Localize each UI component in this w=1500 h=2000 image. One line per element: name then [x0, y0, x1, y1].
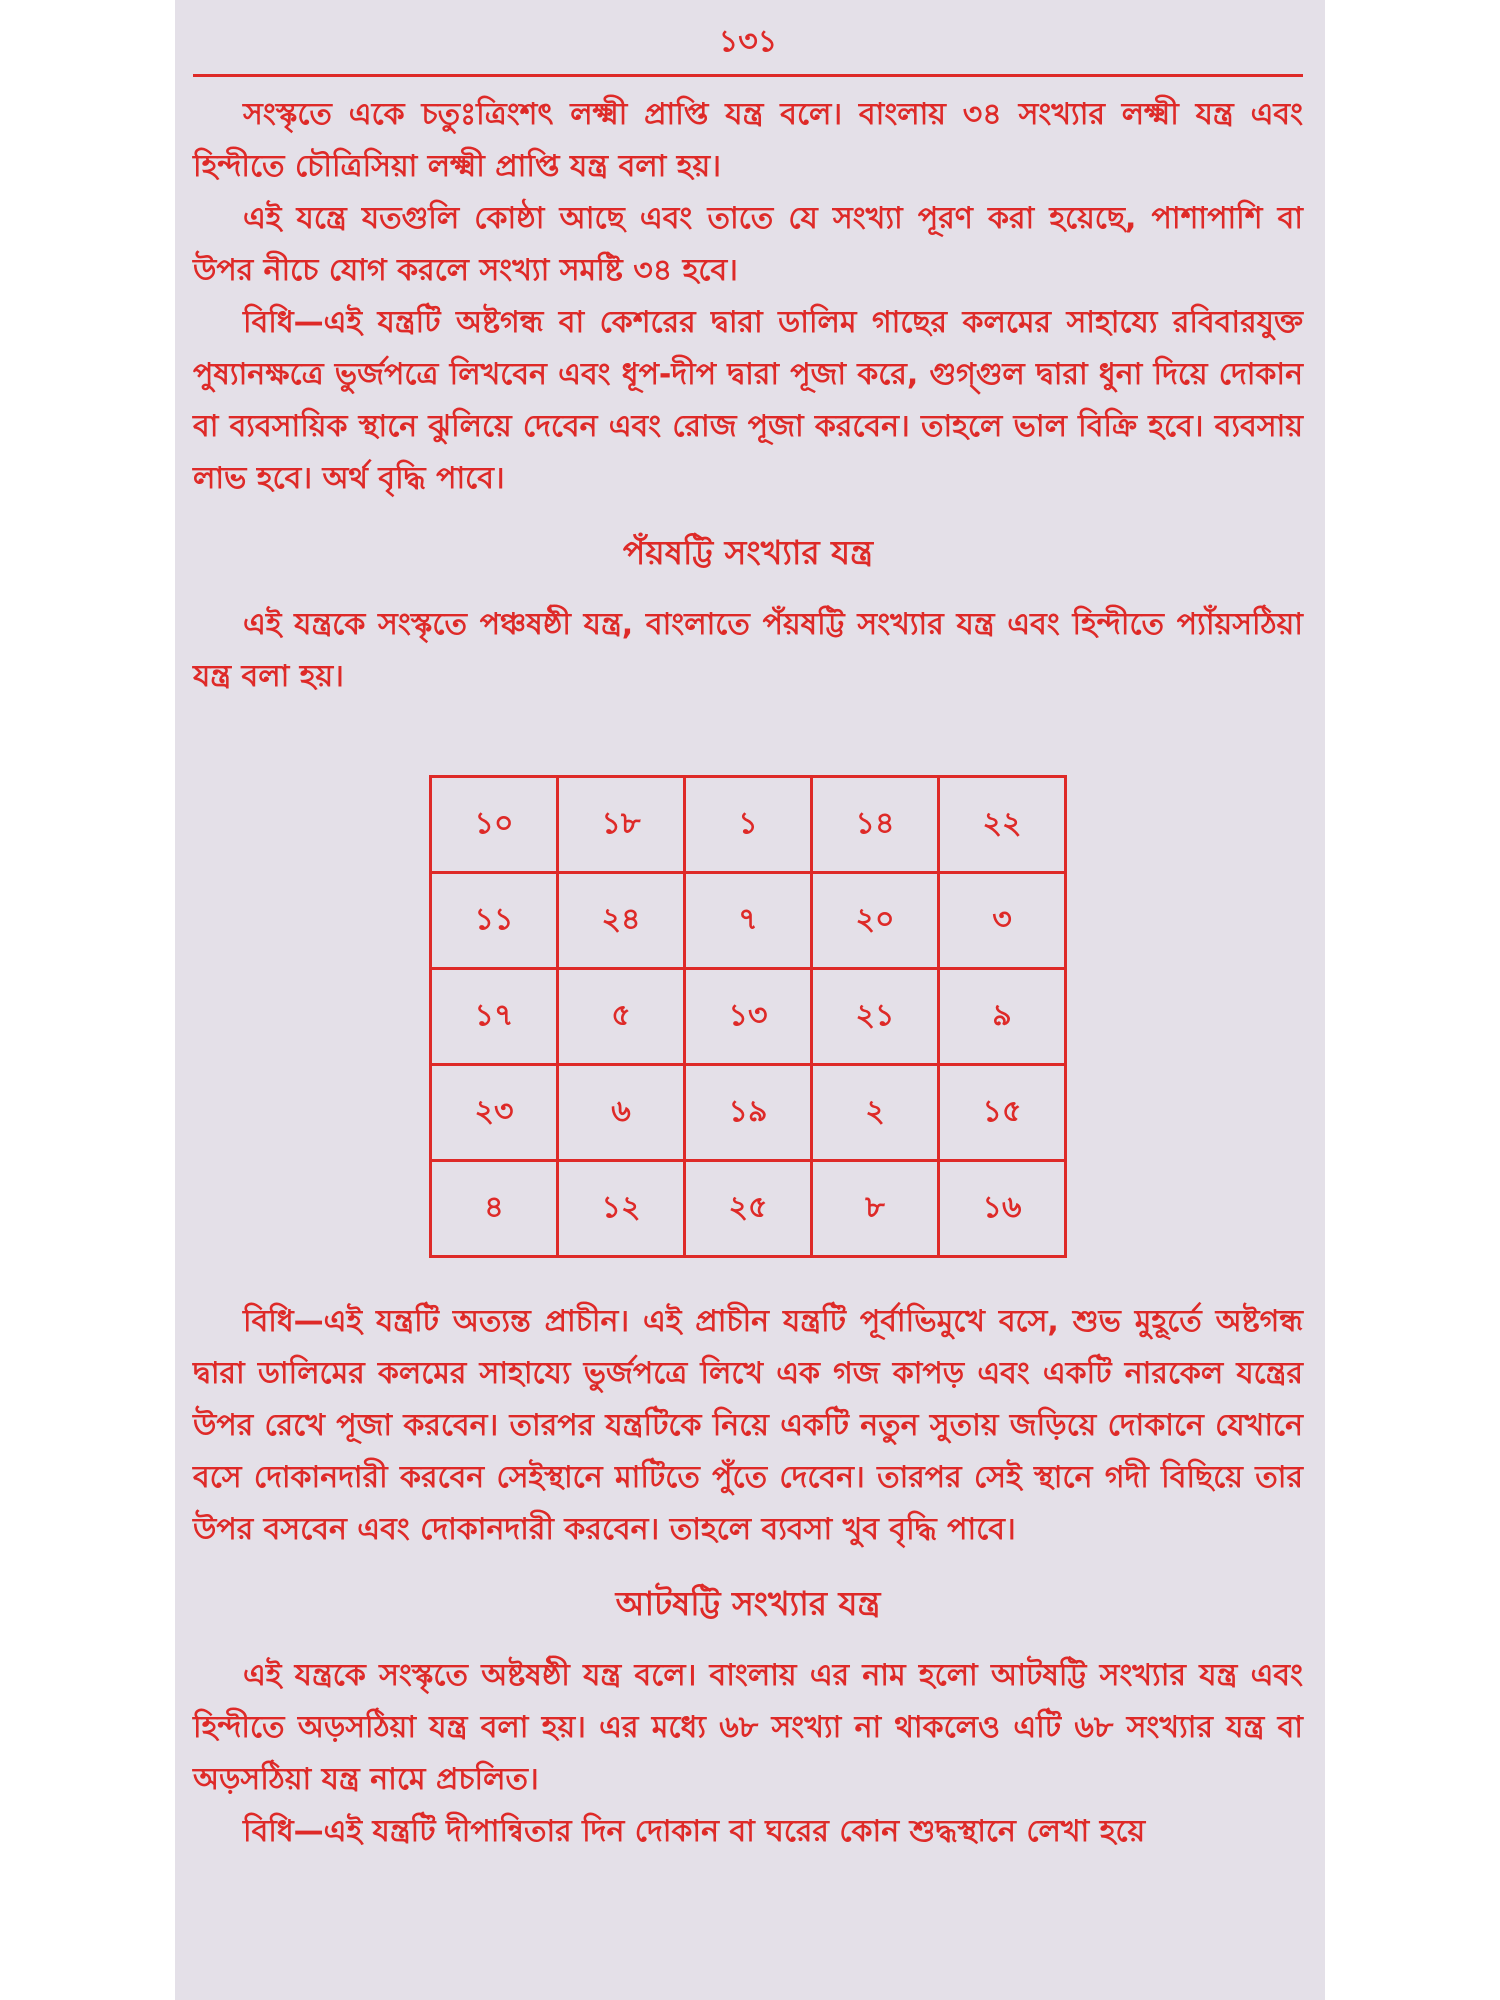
paragraph-65-yantra-vidhi: বিধি—এই যন্ত্রটি অত্যন্ত প্রাচীন। এই প্রাচীন যন্ত্রটি পূর্বাভিমুখে বসে, শুভ মুহূর্তে অষ্টগন্ধ দ্বারা ডালিমের কলমের সাহায্যে ভুর্জপত্রে লিখে এক গজ কাপড় এবং একটি নারকেল যন্ত্রের উপর রেখে পূজা করবেন। তারপর যন্ত্রটিকে নিয়ে একটি নতুন সুতায় জড়িয়ে দোকানে যেখানে বসে দোকানদারী করবেন সেইস্থানে মাটিতে পুঁতে দেবেন। তারপর সেই স্থানে গদী বিছিয়ে তার উপর বসবেন এবং দোকানদারী করবেন। তাহলে ব্যবসা খুব বৃদ্ধি পাবে।	[193, 1304, 1303, 1547]
grid-cell: ৩	[939, 873, 1066, 969]
grid-cell: ২৪	[558, 873, 685, 969]
grid-cell: ১	[685, 777, 812, 873]
grid-row	[431, 1161, 1066, 1257]
paragraph-34-yantra-vidhi: বিধি—এই যন্ত্রটি অষ্টগন্ধ বা কেশরের দ্বারা ডালিম গাছের কলমের সাহায্যে রবিবারযুক্ত পুষ্যানক্ষত্রে ভুর্জপত্রে লিখবেন এবং ধূপ-দীপ দ্বারা পূজা করে, গুগ্‌গুল দ্বারা ধুনা দিয়ে দোকান বা ব্যবসায়িক স্থানে ঝুলিয়ে দেবেন এবং রোজ পূজা করবেন। তাহলে ভাল বিক্রি হবে। ব্যবসায় লাভ হবে। অর্থ বৃদ্ধি পাবে।	[193, 305, 1303, 496]
grid-cell: ২০	[812, 873, 939, 969]
grid-cell: ২১	[812, 969, 939, 1065]
grid-cell: ১২	[558, 1161, 685, 1257]
page-number: ১৩১	[718, 24, 778, 59]
grid-cell: ৬	[558, 1065, 685, 1161]
header-rule	[193, 74, 1303, 77]
grid-cell: ১০	[431, 777, 558, 873]
grid-cell: ১৩	[685, 969, 812, 1065]
grid-cell: ৫	[558, 969, 685, 1065]
grid-row	[431, 1065, 1066, 1161]
grid-cell: ২৫	[685, 1161, 812, 1257]
section-heading-65-yantra: পঁয়ষট্টি সংখ্যার যন্ত্র	[622, 533, 874, 572]
grid-cell: ২৩	[431, 1065, 558, 1161]
grid-row	[431, 777, 1066, 873]
paragraph-68-yantra-intro: এই যন্ত্রকে সংস্কৃতে অষ্টষষ্ঠী যন্ত্র বলে। বাংলায় এর নাম হলো আটষট্টি সংখ্যার যন্ত্র এবং হিন্দীতে অড়সঠিয়া যন্ত্র বলা হয়। এর মধ্যে ৬৮ সংখ্যা না থাকলেও এটি ৬৮ সংখ্যার যন্ত্র বা অড়সঠিয়া যন্ত্র নামে প্রচলিত।	[193, 1658, 1303, 1797]
paragraph-65-yantra-intro: এই যন্ত্রকে সংস্কৃতে পঞ্চষষ্ঠী যন্ত্র, বাংলাতে পঁয়ষট্টি সংখ্যার যন্ত্র এবং হিন্দীতে প্যাঁয়সঠিয়া যন্ত্র বলা হয়।	[193, 607, 1303, 694]
grid-cell: ২২	[939, 777, 1066, 873]
grid-cell: ১১	[431, 873, 558, 969]
grid-cell: ৯	[939, 969, 1066, 1065]
paragraph-34-yantra-names: সংস্কৃতে একে চতুঃত্রিংশৎ লক্ষ্মী প্রাপ্তি যন্ত্র বলে। বাংলায় ৩৪ সংখ্যার লক্ষ্মী যন্ত্র এবং হিন্দীতে চৌত্রিসিয়া লক্ষ্মী প্রাপ্তি যন্ত্র বলা হয়।	[193, 97, 1303, 184]
section-heading-68-yantra: আটষট্টি সংখ্যার যন্ত্র	[615, 1584, 881, 1623]
paragraph-34-yantra-sum: এই যন্ত্রে যতগুলি কোষ্ঠা আছে এবং তাতে যে সংখ্যা পূরণ করা হয়েছে, পাশাপাশি বা উপর নীচে যোগ করলে সংখ্যা সমষ্টি ৩৪ হবে।	[193, 201, 1303, 288]
grid-cell: ২	[812, 1065, 939, 1161]
grid-cell: ৮	[812, 1161, 939, 1257]
book-page	[175, 0, 1325, 2000]
grid-cell: ১৯	[685, 1065, 812, 1161]
grid-cell: ৪	[431, 1161, 558, 1257]
grid-cell: ১৫	[939, 1065, 1066, 1161]
grid-cell: ৭	[685, 873, 812, 969]
grid-cell: ১৪	[812, 777, 939, 873]
grid-row	[431, 969, 1066, 1065]
grid-cell: ১৮	[558, 777, 685, 873]
paragraph-68-yantra-vidhi: বিধি—এই যন্ত্রটি দীপান্বিতার দিন দোকান বা ঘরের কোন শুদ্ধস্থানে লেখা হয়ে	[243, 1814, 1146, 1849]
grid-cell: ১৬	[939, 1161, 1066, 1257]
grid-cell: ১৭	[431, 969, 558, 1065]
yantra-grid-65	[429, 775, 1067, 1258]
grid-row	[431, 873, 1066, 969]
